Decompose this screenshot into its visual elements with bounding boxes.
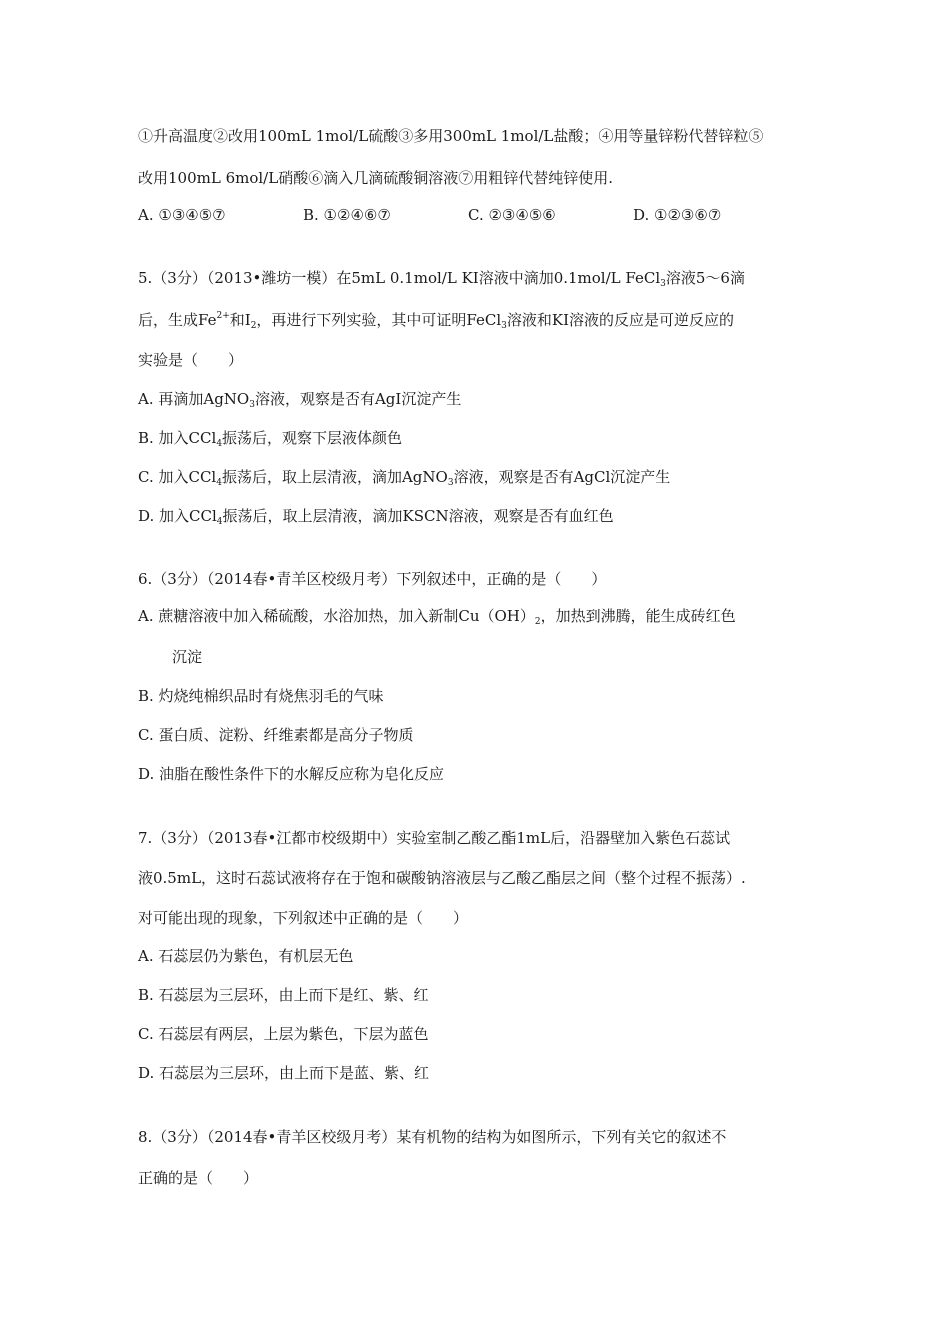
q4-option-d: D. ①②③⑥⑦ [633,206,722,224]
q4-text-line-1: ①升高温度②改用100mL 1mol/L硫酸③多用300mL 1mol/L盐酸；④用等量锌粉代替锌粒⑤ [138,127,764,145]
q8-stem-line-1: 8.（3分）（2014春•青羊区校级月考）某有机物的结构为如图所示，下列有关它的叙述不 [138,1128,727,1146]
q7-option-a: A. 石蕊层仍为紫色，有机层无色 [138,947,354,965]
q7-stem-line-1: 7.（3分）（2013春•江都市校级期中）实验室制乙酸乙酯1mL后，沿器壁加入紫色石蕊试 [138,829,731,847]
q6-option-d: D. 油脂在酸性条件下的水解反应称为皂化反应 [138,765,445,783]
q5-option-d: D. 加入CCl$_4$振荡后，取上层清液，滴加KSCN溶液，观察是否有血红色 [138,507,614,527]
q6-stem: 6.（3分）（2014春•青羊区校级月考）下列叙述中，正确的是（ ） [138,570,607,588]
q7-option-b: B. 石蕊层为三层环，由上而下是红、紫、红 [138,986,429,1004]
q6-option-b: B. 灼烧纯棉织品时有烧焦羽毛的气味 [138,687,384,705]
q8-stem-line-2: 正确的是（ ） [138,1169,259,1187]
q7-option-c: C. 石蕊层有两层，上层为紫色，下层为蓝色 [138,1025,429,1043]
q7-stem-line-3: 对可能出现的现象，下列叙述中正确的是（ ） [138,909,469,927]
q5-option-a: A. 再滴加AgNO$_3$溶液，观察是否有AgI沉淀产生 [138,390,462,410]
q7-option-d: D. 石蕊层为三层环，由上而下是蓝、紫、红 [138,1064,430,1082]
q4-option-b: B. ①②④⑥⑦ [303,206,391,224]
q5-option-b: B. 加入CCl$_4$振荡后，观察下层液体颜色 [138,429,403,449]
q4-text-line-2: 改用100mL 6mol/L硝酸⑥滴入几滴硫酸铜溶液⑦用粗锌代替纯锌使用. [138,169,613,187]
q7-stem-line-2: 液0.5mL，这时石蕊试液将存在于饱和碳酸钠溶液层与乙酸乙酯层之间（整个过程不振荡）. [138,869,746,887]
q5-stem-line-3: 实验是（ ） [138,351,244,369]
q5-stem-line-2: 后，生成$Fe^{2+}$和$I_2$，再进行下列实验，其中可证明FeCl$_3$溶液和KI溶液的反应是可逆反应的 [138,311,735,331]
q6-option-c: C. 蛋白质、淀粉、纤维素都是高分子物质 [138,726,414,744]
q6-option-a: A. 蔗糖溶液中加入稀硫酸，水浴加热，加入新制$Cu(OH)_2$，加热到沸腾，能生成砖红色 [138,607,736,627]
q5-stem-line-1: 5.（3分）（2013•潍坊一模）在5mL 0.1mol/L KI溶液中滴加0.1mol/L FeCl$_3$溶液5～6滴 [138,269,745,289]
q5-option-c: C. 加入CCl$_4$振荡后，取上层清液，滴加AgNO$_3$溶液，观察是否有AgCl沉淀产生 [138,468,671,488]
q4-option-a: A. ①③④⑤⑦ [138,206,226,224]
q6-option-a-continued: 沉淀 [172,648,203,666]
q4-option-c: C. ②③④⑤⑥ [468,206,556,224]
